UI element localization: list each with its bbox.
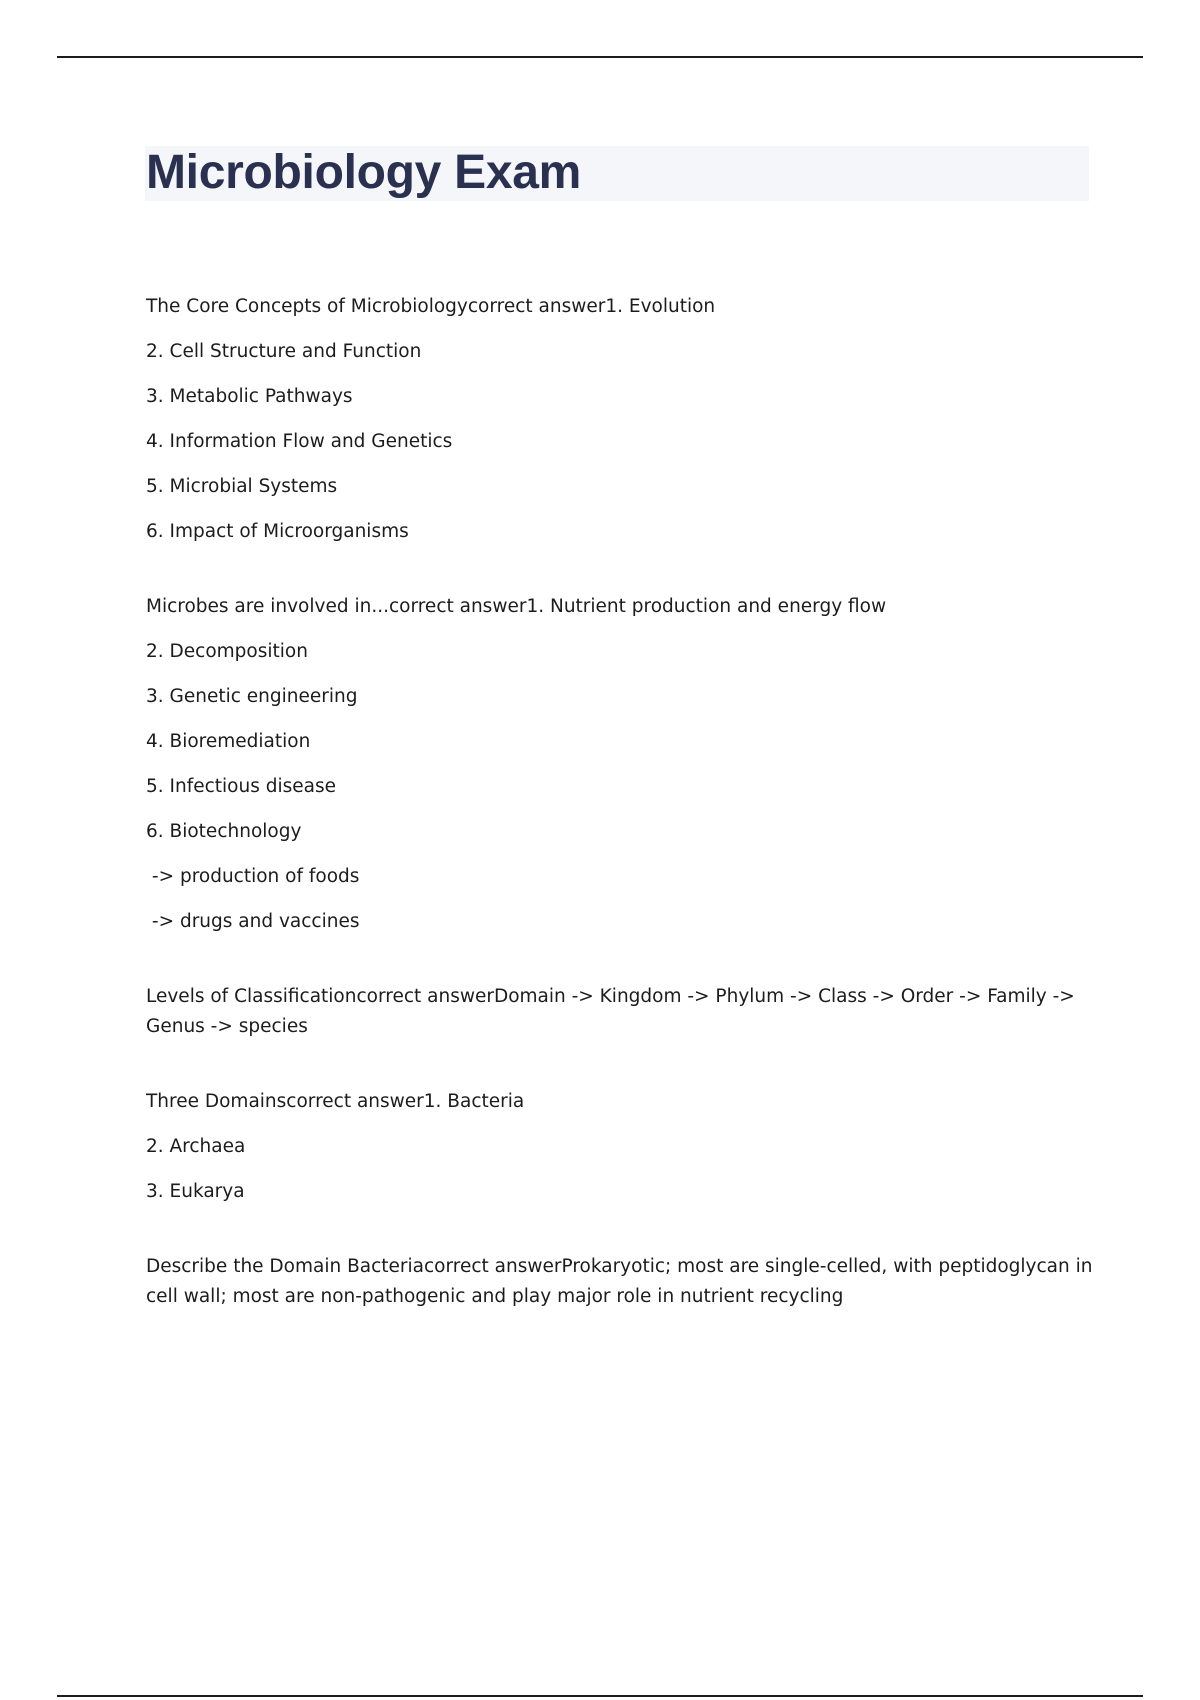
qa-line: -> production of foods [146,866,360,887]
page-title: Microbiology Exam [146,146,581,199]
qa-line: Levels of Classificationcorrect answerDomain -> Kingdom -> Phylum -> Class -> Order -> Family -> Genus -> species [146,986,1081,1037]
qa-line: 4. Bioremediation [146,731,311,752]
qa-block-three-domains [146,1087,1096,1207]
qa-line: 3. Metabolic Pathways [146,386,353,407]
qa-line: 4. Information Flow and Genetics [146,431,453,452]
qa-line: Describe the Domain Bacteriacorrect answerProkaryotic; most are single-celled, with peptidoglycan in cell wall; most are non-pathogenic and play major role in nutrient recycling [146,1256,1099,1307]
qa-line: 5. Infectious disease [146,776,336,797]
bottom-divider [57,1695,1143,1697]
qa-line: 2. Archaea [146,1136,246,1157]
qa-line: 3. Eukarya [146,1181,245,1202]
qa-line: Microbes are involved in...correct answer1. Nutrient production and energy flow [146,596,887,617]
qa-line: -> drugs and vaccines [146,911,360,932]
qa-line: The Core Concepts of Microbiologycorrect answer1. Evolution [146,296,716,317]
top-divider [57,56,1143,58]
qa-line: 3. Genetic engineering [146,686,358,707]
qa-block-microbes-involved [146,592,1096,937]
qa-block-domain-bacteria [146,1252,1099,1312]
qa-block-core-concepts [146,292,1096,547]
document-body [146,292,1099,1357]
qa-line: 5. Microbial Systems [146,476,338,497]
qa-line: 6. Impact of Microorganisms [146,521,409,542]
qa-line: 2. Cell Structure and Function [146,341,422,362]
qa-line: 2. Decomposition [146,641,308,662]
qa-block-classification [146,982,1096,1042]
qa-line: 6. Biotechnology [146,821,302,842]
qa-line: Three Domainscorrect answer1. Bacteria [146,1091,525,1112]
